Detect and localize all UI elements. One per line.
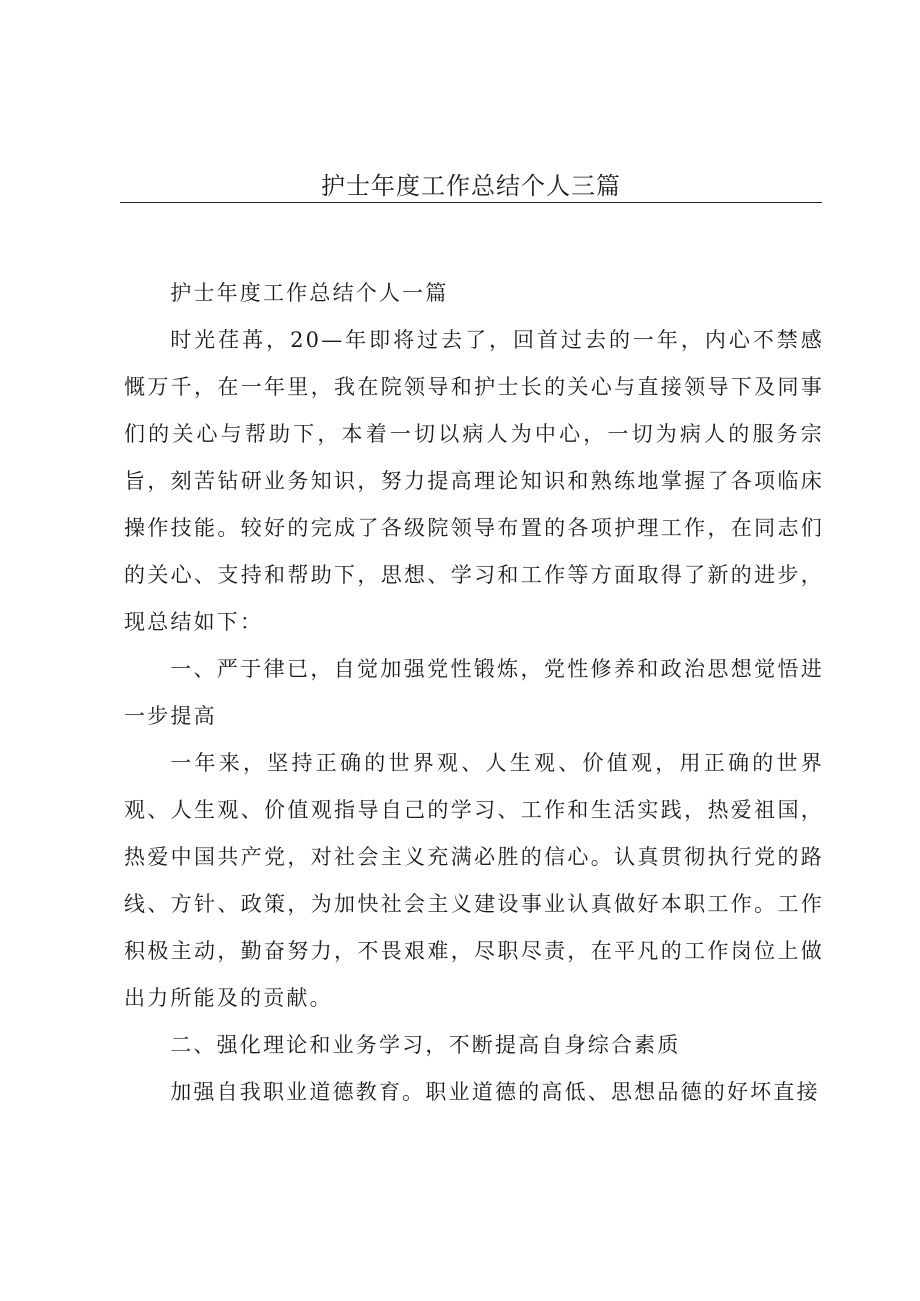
document-title: 护士年度工作总结个人三篇 [321, 172, 621, 200]
document-body [124, 270, 824, 1116]
paragraph-two: 加强自我职业道德教育。职业道德的高低、思想品德的好坏直接 [170, 1080, 820, 1104]
subheading-one: 一、严于律已，自觉加强党性锻炼，党性修养和政治思想觉悟进一步提高 [124, 657, 824, 728]
paragraph-one: 一年来，坚持正确的世界观、人生观、价值观，用正确的世界观、人生观、价值观指导自己的学习、工作和生活实践，热爱祖国，热爱中国共产党，对社会主义充满必胜的信心。认真贯彻执行党的路线、方针、政策，为加快社会主义建设事业认真做好本职工作。工作积极主动，勤奋努力，不畏艰难，尽职尽责，在平凡的工作岗位上做出力所能及的贡献。 [124, 751, 824, 1010]
paragraph-intro: 时光荏苒，20—年即将过去了，回首过去的一年，内心不禁感慨万千，在一年里，我在院领导和护士长的关心与直接领导下及同事们的关心与帮助下，本着一切以病人为中心，一切为病人的服务宗旨，刻苦钻研业务知识，努力提高理论知识和熟练地掌握了各项临床操作技能。较好的完成了各级院领导布置的各项护理工作，在同志们的关心、支持和帮助下，思想、学习和工作等方面取得了新的进步，现总结如下： [124, 328, 824, 634]
section-heading: 护士年度工作总结个人一篇 [170, 281, 449, 305]
subheading-two: 二、强化理论和业务学习，不断提高自身综合素质 [170, 1033, 681, 1057]
title-underline [120, 202, 822, 203]
